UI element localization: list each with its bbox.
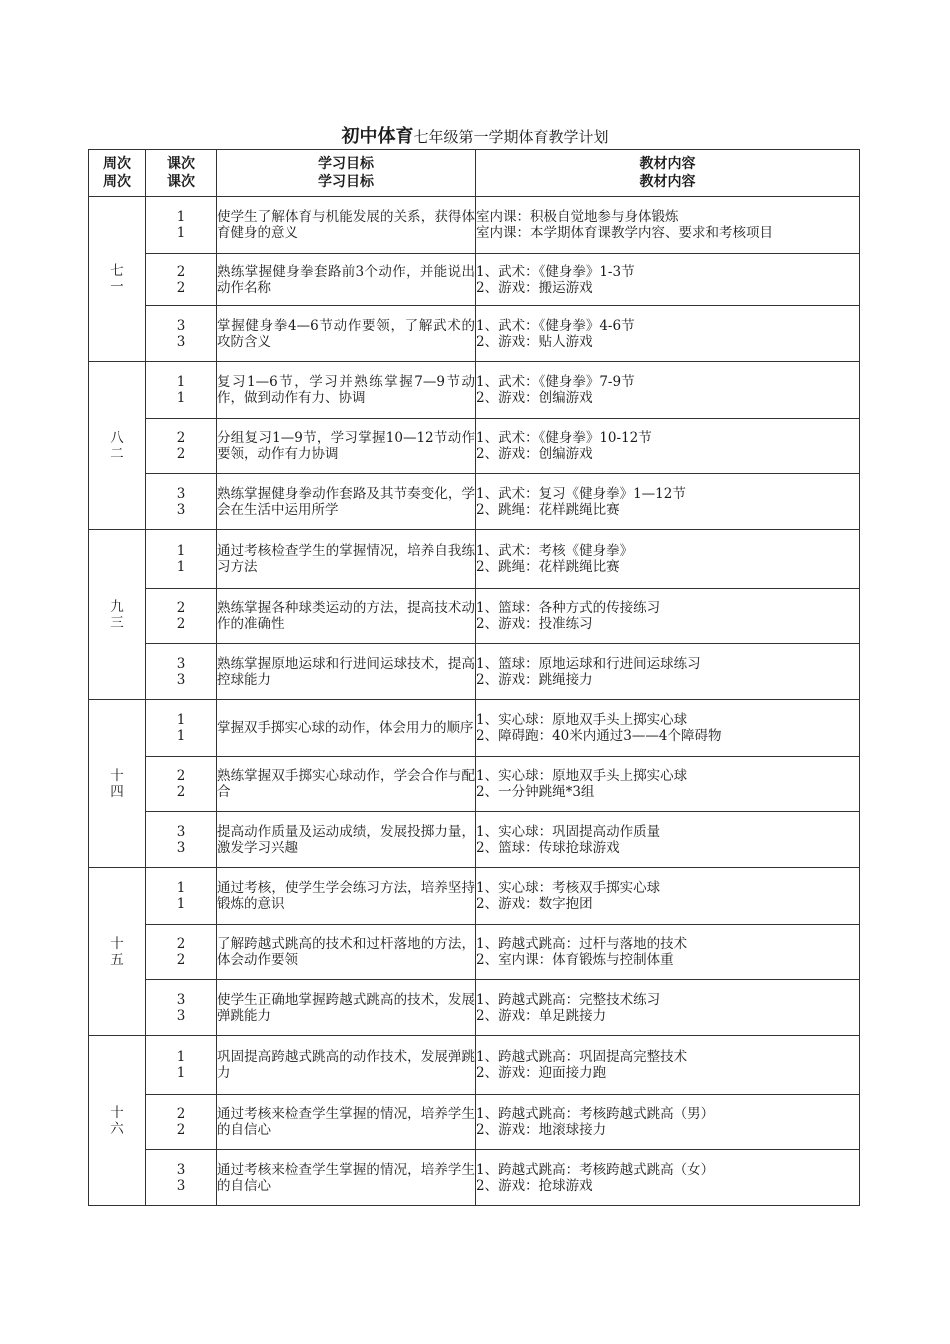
lesson-number: 2 bbox=[176, 936, 186, 952]
teaching-content-line: 1、武术：《健身拳》10-12节 bbox=[476, 430, 652, 446]
teaching-content-line: 1、武术：复习《健身拳》1—12节 bbox=[476, 485, 686, 502]
table-row bbox=[89, 925, 860, 980]
col-goal-header: 学习目标 学习目标 bbox=[217, 150, 476, 197]
lesson-number: 2 bbox=[176, 952, 186, 968]
lesson-number: 3 bbox=[176, 485, 186, 502]
lesson-cell bbox=[146, 700, 217, 757]
lesson-cell bbox=[146, 530, 217, 589]
lesson-number: 1 bbox=[176, 880, 186, 896]
teaching-content-line: 1、武术：《健身拳》7-9节 bbox=[476, 374, 635, 390]
lesson-cell bbox=[146, 362, 217, 419]
learning-goal-cell bbox=[217, 419, 476, 474]
teaching-content-line: 2、室内课：体育锻炼与控制体重 bbox=[476, 952, 674, 968]
lesson-cell bbox=[146, 589, 217, 644]
teaching-content-line: 1、实心球：原地双手头上掷实心球 bbox=[476, 768, 688, 784]
learning-goal-text: 通过考核，使学生学会练习方法，培养坚持锻炼的意识 bbox=[217, 880, 475, 912]
teaching-content-line: 1、武术：考核《健身拳》 bbox=[476, 543, 634, 559]
lesson-number: 3 bbox=[176, 991, 186, 1008]
learning-goal-cell bbox=[217, 1150, 476, 1206]
lesson-number: 3 bbox=[176, 1177, 186, 1194]
teaching-content-line: 1、跨越式跳高：考核跨越式跳高（女） bbox=[476, 1161, 715, 1178]
teaching-content-line: 2、障碍跑：40米内通过3——4个障碍物 bbox=[476, 728, 722, 744]
title-bold: 初中体育 bbox=[341, 126, 414, 147]
lesson-number: 2 bbox=[176, 784, 186, 800]
lesson-number: 3 bbox=[176, 655, 186, 672]
teaching-content-line: 2、游戏：创编游戏 bbox=[476, 390, 593, 406]
learning-goal-text: 通过考核来检查学生掌握的情况，培养学生的自信心 bbox=[217, 1106, 475, 1138]
table-row bbox=[89, 474, 860, 530]
table-row bbox=[89, 700, 860, 757]
teaching-content-cell bbox=[476, 868, 860, 925]
lesson-cell bbox=[146, 925, 217, 980]
teaching-content-line: 1、跨越式跳高：过杆与落地的技术 bbox=[476, 936, 688, 952]
teaching-content-cell bbox=[476, 419, 860, 474]
lesson-cell bbox=[146, 474, 217, 530]
week-number: 七 bbox=[110, 263, 124, 279]
lesson-number: 2 bbox=[176, 446, 186, 462]
teaching-content-line: 1、跨越式跳高：巩固提高完整技术 bbox=[476, 1049, 688, 1065]
week-number-alt: 一 bbox=[110, 279, 124, 295]
table-row bbox=[89, 197, 860, 254]
learning-goal-cell bbox=[217, 980, 476, 1036]
teaching-content-cell bbox=[476, 812, 860, 868]
week-cell bbox=[89, 362, 146, 530]
lesson-number: 2 bbox=[176, 1106, 186, 1122]
teaching-content-line: 2、篮球：传球抢球游戏 bbox=[476, 839, 620, 856]
learning-goal-text: 熟练掌握双手掷实心球动作，学会合作与配合 bbox=[217, 768, 475, 800]
week-number: 九 bbox=[110, 598, 124, 615]
learning-goal-cell bbox=[217, 306, 476, 362]
lesson-number: 2 bbox=[176, 279, 186, 296]
table-row bbox=[89, 812, 860, 868]
week-number-alt: 六 bbox=[110, 1120, 124, 1137]
lesson-number: 2 bbox=[176, 616, 186, 632]
learning-goal-text: 巩固提高跨越式跳高的动作技术，发展弹跳力 bbox=[217, 1049, 475, 1081]
learning-goal-text: 复习1—6节，学习并熟练掌握7—9节动作，做到动作有力、协调 bbox=[217, 374, 475, 406]
teaching-content-cell bbox=[476, 644, 860, 700]
lesson-cell bbox=[146, 980, 217, 1036]
week-cell bbox=[89, 530, 146, 700]
lesson-cell bbox=[146, 868, 217, 925]
lesson-cell bbox=[146, 254, 217, 306]
teaching-content-line: 2、游戏：单足跳接力 bbox=[476, 1007, 607, 1024]
lesson-number: 3 bbox=[176, 823, 186, 840]
week-number-alt: 五 bbox=[110, 951, 124, 968]
col-week-header: 周次 周次 bbox=[89, 150, 146, 197]
lesson-number: 1 bbox=[176, 712, 186, 728]
teaching-content-line: 室内课：本学期体育课教学内容、要求和考核项目 bbox=[476, 225, 773, 241]
lesson-cell bbox=[146, 306, 217, 362]
lesson-number: 1 bbox=[176, 390, 186, 406]
teaching-content-cell bbox=[476, 474, 860, 530]
learning-goal-cell bbox=[217, 700, 476, 757]
lesson-cell bbox=[146, 197, 217, 254]
teaching-content-cell bbox=[476, 700, 860, 757]
lesson-cell bbox=[146, 419, 217, 474]
teaching-content-line: 1、武术：《健身拳》4-6节 bbox=[476, 317, 635, 334]
teaching-content-cell bbox=[476, 306, 860, 362]
lesson-number: 2 bbox=[176, 430, 186, 446]
table-row bbox=[89, 362, 860, 419]
lesson-cell bbox=[146, 757, 217, 812]
lesson-number: 3 bbox=[176, 501, 186, 518]
page-title bbox=[0, 126, 950, 148]
col-lesson-header: 课次 课次 bbox=[146, 150, 217, 197]
lesson-number: 3 bbox=[176, 671, 186, 688]
teaching-content-line: 1、实心球：巩固提高动作质量 bbox=[476, 823, 661, 840]
teaching-content-cell bbox=[476, 1150, 860, 1206]
learning-goal-text: 提高动作质量及运动成绩，发展投掷力量，激发学习兴趣 bbox=[217, 823, 475, 856]
learning-goal-cell bbox=[217, 868, 476, 925]
lesson-cell bbox=[146, 644, 217, 700]
lesson-number: 1 bbox=[176, 209, 186, 225]
table-row bbox=[89, 644, 860, 700]
learning-goal-cell bbox=[217, 197, 476, 254]
lesson-number: 3 bbox=[176, 1161, 186, 1178]
lesson-cell bbox=[146, 1095, 217, 1150]
teaching-content-cell bbox=[476, 197, 860, 254]
col-content-header: 教材内容 教材内容 bbox=[476, 150, 860, 197]
table-row bbox=[89, 1036, 860, 1095]
teaching-content-line: 1、篮球：原地运球和行进间运球练习 bbox=[476, 655, 701, 672]
learning-goal-text: 掌握健身拳4—6节动作要领，了解武术的攻防含义 bbox=[217, 317, 475, 350]
teaching-content-cell bbox=[476, 757, 860, 812]
week-cell bbox=[89, 868, 146, 1036]
table-row bbox=[89, 980, 860, 1036]
lesson-number: 1 bbox=[176, 1065, 186, 1081]
week-number-alt: 二 bbox=[110, 445, 124, 462]
lesson-number: 2 bbox=[176, 600, 186, 616]
learning-goal-text: 使学生正确地掌握跨越式跳高的技术，发展弹跳能力 bbox=[217, 991, 475, 1024]
teaching-content-line: 2、游戏：跳绳接力 bbox=[476, 671, 593, 688]
lesson-number: 1 bbox=[176, 728, 186, 744]
teaching-content-cell bbox=[476, 589, 860, 644]
week-number-alt: 四 bbox=[110, 783, 124, 800]
teaching-content-line: 1、实心球：考核双手掷实心球 bbox=[476, 880, 661, 896]
learning-goal-cell bbox=[217, 1095, 476, 1150]
teaching-content-line: 1、实心球：原地双手头上掷实心球 bbox=[476, 712, 688, 728]
teaching-content-line: 室内课：积极自觉地参与身体锻炼 bbox=[476, 209, 679, 225]
lesson-number: 3 bbox=[176, 839, 186, 856]
table-row bbox=[89, 868, 860, 925]
teaching-content-line: 2、一分钟跳绳*3组 bbox=[476, 784, 595, 800]
learning-goal-text: 熟练掌握健身拳套路前3个动作，并能说出动作名称 bbox=[217, 263, 475, 296]
lesson-number: 1 bbox=[176, 1049, 186, 1065]
learning-goal-text: 使学生了解体育与机能发展的关系，获得体育健身的意义 bbox=[217, 209, 475, 241]
teaching-content-line: 2、游戏：搬运游戏 bbox=[476, 279, 593, 296]
lesson-number: 1 bbox=[176, 896, 186, 912]
teaching-content-line: 2、跳绳：花样跳绳比赛 bbox=[476, 501, 620, 518]
learning-goal-cell bbox=[217, 254, 476, 306]
learning-goal-cell bbox=[217, 1036, 476, 1095]
teaching-content-cell bbox=[476, 362, 860, 419]
teaching-content-cell bbox=[476, 925, 860, 980]
table-row bbox=[89, 1150, 860, 1206]
learning-goal-cell bbox=[217, 530, 476, 589]
lesson-number: 2 bbox=[176, 263, 186, 280]
teaching-content-line: 2、游戏：投准练习 bbox=[476, 616, 593, 632]
learning-goal-text: 熟练掌握各种球类运动的方法，提高技术动作的准确性 bbox=[217, 600, 475, 632]
teaching-content-cell bbox=[476, 980, 860, 1036]
teaching-content-line: 1、武术：《健身拳》1-3节 bbox=[476, 263, 635, 280]
table-row bbox=[89, 306, 860, 362]
teaching-content-line: 2、跳绳：花样跳绳比赛 bbox=[476, 559, 620, 575]
teaching-content-cell bbox=[476, 1036, 860, 1095]
teaching-content-line: 2、游戏：地滚球接力 bbox=[476, 1122, 607, 1138]
teaching-content-cell bbox=[476, 254, 860, 306]
week-cell bbox=[89, 1036, 146, 1206]
lesson-number: 3 bbox=[176, 333, 186, 350]
teaching-content-line: 1、跨越式跳高：考核跨越式跳高（男） bbox=[476, 1106, 715, 1122]
learning-goal-cell bbox=[217, 644, 476, 700]
lesson-number: 3 bbox=[176, 1007, 186, 1024]
lesson-number: 3 bbox=[176, 317, 186, 334]
learning-goal-text: 通过考核检查学生的掌握情况，培养自我练习方法 bbox=[217, 543, 475, 575]
teaching-content-line: 2、游戏：创编游戏 bbox=[476, 446, 593, 462]
learning-goal-text: 了解跨越式跳高的技术和过杆落地的方法，体会动作要领 bbox=[217, 936, 475, 968]
teaching-content-line: 1、篮球：各种方式的传接练习 bbox=[476, 600, 661, 616]
table-row bbox=[89, 419, 860, 474]
teaching-plan-table bbox=[88, 149, 860, 1206]
learning-goal-cell bbox=[217, 362, 476, 419]
teaching-content-line: 1、跨越式跳高：完整技术练习 bbox=[476, 991, 661, 1008]
week-number-alt: 三 bbox=[110, 614, 124, 631]
lesson-number: 2 bbox=[176, 768, 186, 784]
lesson-number: 1 bbox=[176, 225, 186, 241]
learning-goal-cell bbox=[217, 757, 476, 812]
lesson-number: 1 bbox=[176, 559, 186, 575]
learning-goal-text: 熟练掌握健身拳动作套路及其节奏变化，学会在生活中运用所学 bbox=[217, 485, 475, 518]
week-number: 八 bbox=[110, 429, 124, 446]
lesson-cell bbox=[146, 1150, 217, 1206]
table-row bbox=[89, 530, 860, 589]
learning-goal-cell bbox=[217, 925, 476, 980]
learning-goal-cell bbox=[217, 812, 476, 868]
learning-goal-cell bbox=[217, 474, 476, 530]
lesson-number: 1 bbox=[176, 543, 186, 559]
learning-goal-cell bbox=[217, 589, 476, 644]
week-cell bbox=[89, 197, 146, 362]
learning-goal-text: 通过考核来检查学生掌握的情况，培养学生的自信心 bbox=[217, 1161, 475, 1194]
teaching-content-cell bbox=[476, 1095, 860, 1150]
title-rest: 七年级第一学期体育教学计划 bbox=[413, 128, 609, 146]
week-cell bbox=[89, 700, 146, 868]
lesson-cell bbox=[146, 1036, 217, 1095]
lesson-number: 1 bbox=[176, 374, 186, 390]
learning-goal-text: 熟练掌握原地运球和行进间运球技术，提高控球能力 bbox=[217, 655, 475, 688]
teaching-content-line: 2、游戏：数字抱团 bbox=[476, 896, 593, 912]
learning-goal-text: 分组复习1—9节，学习掌握10—12节动作要领，动作有力协调 bbox=[217, 430, 475, 462]
week-number: 十 bbox=[110, 1104, 124, 1121]
teaching-content-line: 2、游戏：贴人游戏 bbox=[476, 333, 593, 350]
table-row bbox=[89, 589, 860, 644]
week-number: 十 bbox=[110, 767, 124, 784]
table-row bbox=[89, 254, 860, 306]
learning-goal-text: 掌握双手掷实心球的动作，体会用力的顺序 bbox=[217, 720, 474, 736]
lesson-cell bbox=[146, 812, 217, 868]
teaching-content-line: 2、游戏：抢球游戏 bbox=[476, 1177, 593, 1194]
table-row bbox=[89, 1095, 860, 1150]
lesson-number: 2 bbox=[176, 1122, 186, 1138]
teaching-content-line: 2、游戏：迎面接力跑 bbox=[476, 1065, 607, 1081]
teaching-content-cell bbox=[476, 530, 860, 589]
table-header-row bbox=[89, 150, 860, 197]
table-row bbox=[89, 757, 860, 812]
week-number: 十 bbox=[110, 935, 124, 952]
